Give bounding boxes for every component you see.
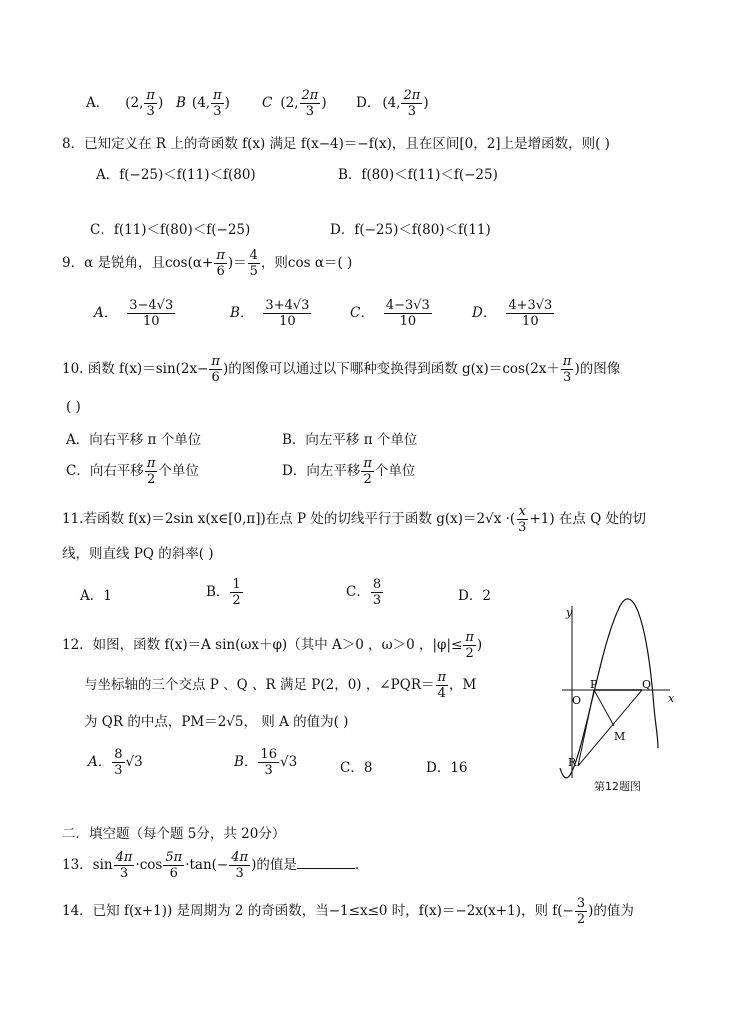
q10-option-d: D．向左平移 $\frac{\pi}{2}$ 个单位 (282, 456, 416, 487)
q11-stem-line1: 11.若函数 f(x)＝2sin x(x∈[0,π])在点 P 处的切线平行于函数 g(x)＝2√x ·( $\frac{x}{3}$ +1) 在点 Q 处的切 (62, 504, 647, 535)
q8-stem: 8．已知定义在 R 上的奇函数 f(x) 满足 f(x−4)＝−f(x)，且在区间[0，2]上是增函数，则( ) (62, 136, 610, 152)
q-label: Q (642, 678, 652, 691)
q11-option-a: A．1 (80, 588, 112, 604)
q8-option-b: B．f(80)＜f(11)＜f(−25) (338, 167, 498, 183)
q11-option-c: C． $\frac{8}{3}$ (346, 577, 382, 608)
q11-option-b: B． $\frac{1}{2}$ (206, 577, 241, 608)
q12-figure (558, 598, 698, 798)
q12-stem-line1: 12．如图，函数 f(x)＝A sin(ωx＋φ)（其中 A＞0 ，ω＞0 ，|φ|≤ $\frac{\pi}{2}$ ) (62, 630, 483, 661)
q9-option-b: B． $\frac{3+4√3}{10}$ (230, 298, 310, 329)
q10-option-a: A．向右平移 π 个单位 (66, 432, 202, 448)
q13-stem: 13．sin $\frac{4\pi}{3}$ ·cos $\frac{5\pi}{6}$ ·tan(− $\frac{4\pi}{3}$ )的值是 . (62, 850, 360, 881)
x-label: x (668, 692, 675, 705)
q8-option-a: A．f(−25)＜f(11)＜f(80) (96, 167, 256, 183)
q10-stem: 10. 函数 f(x)＝sin(2x− $\frac{\pi}{6}$ )的图像可以通过以下哪种变换得到函数 g(x)＝cos(2x＋ $\frac{\pi}{3}$ )的图像 (62, 354, 621, 385)
r-label: R (568, 756, 577, 769)
q10-option-b: B．向左平移 π 个单位 (282, 432, 418, 448)
m-label: M (614, 730, 626, 743)
q11-option-d: D．2 (458, 588, 491, 604)
q12-stem-line3: 为 QR 的中点，PM＝2√5， 则 A 的值为( ) (84, 714, 349, 730)
q9-option-d: D． $\frac{4+3√3}{10}$ (472, 298, 553, 329)
figure-caption: 第12题图 (594, 780, 641, 793)
q13-answer-blank[interactable] (297, 856, 355, 869)
q7-option-c: C (2, $\frac{2\pi}{3}$ ) (262, 88, 327, 119)
q7-option-d: D． (4, $\frac{2\pi}{3}$ ) (356, 88, 429, 119)
q7-option-a: A． (2, $\frac{\pi}{3}$ ) (86, 88, 164, 119)
q7-option-b: B (4, $\frac{\pi}{3}$ ) (176, 88, 230, 119)
q8-option-d: D．f(−25)＜f(80)＜f(11) (330, 222, 491, 238)
q12-option-b: B． $\frac{16}{3}$ √3 (234, 747, 298, 778)
q9-option-c: C． $\frac{4-3√3}{10}$ (350, 298, 430, 329)
section-title: 二．填空题（每个题 5分，共 20分） (62, 826, 286, 842)
p-label: P (590, 678, 598, 691)
origin-label: O (572, 694, 582, 707)
q12-stem-line2: 与坐标轴的三个交点 P 、Q 、R 满足 P(2，0) ，∠PQR＝ $\frac{\pi}{4}$ ，M (84, 670, 477, 701)
q12-option-c: C．8 (340, 760, 373, 776)
q9-stem: 9．α 是锐角，且cos(α+ $\frac{\pi}{6}$ )＝ $\frac{4}{5}$ ，则cos α＝( ) (62, 248, 353, 279)
q12-option-d: D．16 (426, 760, 468, 776)
y-label: y (566, 606, 573, 619)
q14-stem: 14．已知 f(x+1)) 是周期为 2 的奇函数，当−1≤x≤0 时，f(x)＝−2x(x+1)，则 f(− $\frac{3}{2}$ )的值为 (62, 896, 634, 927)
segment-pm (594, 690, 614, 726)
q10-option-c: C．向右平移 $\frac{\pi}{2}$ 个单位 (66, 456, 199, 487)
q10-paren: ( ) (66, 399, 81, 415)
segment-qr (578, 690, 642, 766)
q8-option-c: C．f(11)＜f(80)＜f(−25) (90, 222, 251, 238)
q11-stem-line2: 线，则直线 PQ 的斜率( ) (62, 546, 214, 562)
q9-option-a: A． $\frac{3-4√3}{10}$ (94, 298, 174, 329)
q12-option-a: A． $\frac{8}{3}$ √3 (88, 747, 143, 778)
